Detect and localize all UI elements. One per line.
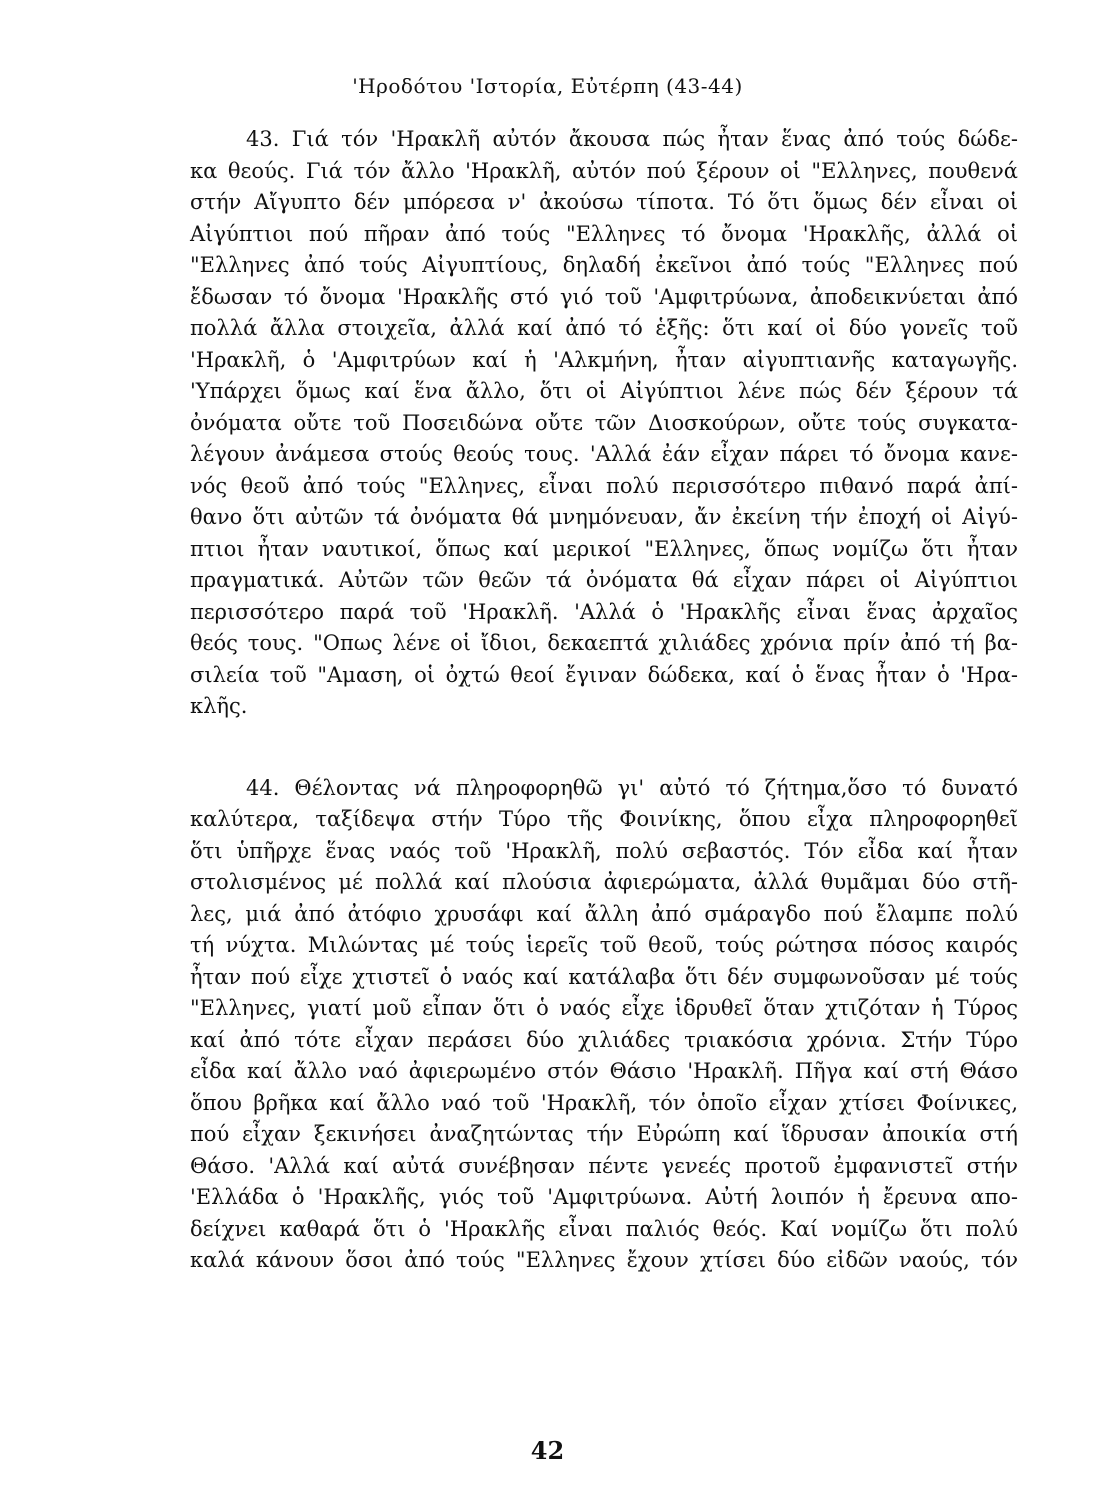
text-line: καί ἀπό τότε εἶχαν περάσει δύο χιλιάδες τριακόσια χρόνια. Στήν Τύρο: [190, 1027, 1018, 1052]
text-line: νός θεοῦ ἀπό τούς "Ελληνες, εἶναι πολύ περισσότερο πιθανό παρά ἀπί-: [190, 473, 1018, 498]
text-line: "Ελληνες ἀπό τούς Αἰγυπτίους, δηλαδή ἐκεῖνοι ἀπό τούς "Ελληνες πού: [190, 253, 1018, 277]
page-number: 42: [530, 1436, 565, 1465]
text-line: κλῆς.: [190, 694, 248, 718]
text-line: πού εἶχαν ξεκινήσει ἀναζητώντας τήν Εὐρώπη καί ἵδρυσαν ἀποικία στή: [190, 1122, 1018, 1146]
text-line: "Ελληνες, γιατί μοῦ εἶπαν ὅτι ὁ ναός εἶχε ἱδρυθεῖ ὅταν χτιζόταν ἡ Τύρος: [190, 996, 1018, 1020]
text-line: δείχνει καθαρά ὅτι ὁ 'Ηρακλῆς εἶναι παλιός θεός. Καί νομίζω ὅτι πολύ: [190, 1216, 1018, 1241]
paragraph-43: [190, 124, 1018, 723]
text-line: θανο ὅτι αὐτῶν τά ὀνόματα θά μνημόνευαν, ἄν ἐκείνη τήν ἐποχή οἱ Αἰγύ-: [190, 505, 1018, 529]
text-line: Θάσο. 'Αλλά καί αὐτά συνέβησαν πέντε γενεές προτοῦ ἐμφανιστεῖ στήν: [190, 1153, 1018, 1178]
text-line: 'Ηρακλῆ, ὁ 'Αμφιτρύων καί ἡ 'Αλκμήνη, ἦταν αἰγυπτιανῆς καταγωγῆς.: [190, 347, 1018, 372]
paragraph-44: [190, 773, 1018, 1277]
text-line: 'Ελλάδα ὁ 'Ηρακλῆς, γιός τοῦ 'Αμφιτρύωνα. Αὐτή λοιπόν ἡ ἔρευνα απο-: [190, 1185, 1018, 1209]
text-line: καλά κάνουν ὅσοι ἀπό τούς "Ελληνες ἔχουν χτίσει δύο εἰδῶν ναούς, τόν: [190, 1248, 1018, 1272]
text-line: σιλεία τοῦ "Αμαση, οἱ ὀχτώ θεοί ἔγιναν δώδεκα, καί ὁ ἕνας ἦταν ὁ 'Ηρα-: [190, 662, 1018, 687]
main-text: [190, 124, 1018, 1277]
running-header: 'Ηροδότου 'Ιστορία, Εὐτέρπη (43-44): [352, 74, 743, 98]
text-line: ὅπου βρῆκα καί ἄλλο ναό τοῦ 'Ηρακλῆ, τόν ὁποῖο εἶχαν χτίσει Φοίνικες,: [190, 1090, 1018, 1115]
text-line: στήν Αἴγυπτο δέν μπόρεσα ν' ἀκούσω τίποτα. Τό ὅτι ὅμως δέν εἶναι οἱ: [190, 190, 1018, 214]
text-line: λέγουν ἀνάμεσα στούς θεούς τους. 'Αλλά ἐάν εἶχαν πάρει τό ὄνομα κανε-: [190, 442, 1018, 466]
text-line: πραγματικά. Αὐτῶν τῶν θεῶν τά ὀνόματα θά εἶχαν πάρει οἱ Αἰγύπτιοι: [190, 568, 1018, 592]
text-line: περισσότερο παρά τοῦ 'Ηρακλῆ. 'Αλλά ὁ 'Ηρακλῆς εἶναι ἕνας ἀρχαῖος: [190, 599, 1018, 624]
text-line: Αἰγύπτιοι πού πῆραν ἀπό τούς "Ελληνες τό ὄνομα 'Ηρακλῆς, ἀλλά οἱ: [190, 221, 1018, 246]
text-line: ἔδωσαν τό ὄνομα 'Ηρακλῆς στό γιό τοῦ 'Αμφιτρύωνα, ἀποδεικνύεται ἀπό: [190, 284, 1018, 309]
text-line: τή νύχτα. Μιλώντας μέ τούς ἱερεῖς τοῦ θεοῦ, τούς ρώτησα πόσος καιρός: [190, 933, 1018, 957]
text-line: κα θεούς. Γιά τόν ἄλλο 'Ηρακλῆ, αὐτόν πού ξέρουν οἱ "Ελληνες, πουθενά: [190, 158, 1018, 183]
text-line: καλύτερα, ταξίδεψα στήν Τύρο τῆς Φοινίκης, ὅπου εἶχα πληροφορηθεῖ: [190, 807, 1018, 831]
text-line: λες, μιά ἀπό ἀτόφιο χρυσάφι καί ἄλλη ἀπό σμάραγδο πού ἔλαμπε πολύ: [190, 901, 1018, 926]
text-line: 43. Γιά τόν 'Ηρακλῆ αὐτόν ἄκουσα πώς ἦταν ἕνας ἀπό τούς δώδε-: [246, 127, 1018, 151]
text-line: ὅτι ὑπῆρχε ἕνας ναός τοῦ 'Ηρακλῆ, πολύ σεβαστός. Τόν εἶδα καί ἦταν: [190, 838, 1018, 863]
text-line: 44. Θέλοντας νά πληροφορηθῶ γι' αὐτό τό ζήτημα,ὅσο τό δυνατό: [246, 775, 1018, 800]
text-line: 'Υπάρχει ὅμως καί ἕνα ἄλλο, ὅτι οἱ Αἰγύπτιοι λένε πώς δέν ξέρουν τά: [190, 379, 1018, 403]
text-line: ἦταν πού εἶχε χτιστεῖ ὁ ναός καί κατάλαβα ὅτι δέν συμφωνοῦσαν μέ τούς: [190, 964, 1018, 989]
text-line: πτιοι ἦταν ναυτικοί, ὅπως καί μερικοί "Ελληνες, ὅπως νομίζω ὅτι ἦταν: [190, 536, 1018, 561]
text-line: πολλά ἄλλα στοιχεῖα, ἀλλά καί ἀπό τό ἑξῆς: ὅτι καί οἱ δύο γονεῖς τοῦ: [190, 316, 1018, 340]
text-line: ὀνόματα οὔτε τοῦ Ποσειδώνα οὔτε τῶν Διοσκούρων, οὔτε τούς συγκατα-: [190, 410, 1018, 435]
paragraph-gap: [190, 723, 1018, 773]
text-line: θεός τους. "Οπως λένε οἱ ἴδιοι, δεκαεπτά χιλιάδες χρόνια πρίν ἀπό τή βα-: [190, 631, 1018, 655]
text-line: στολισμένος μέ πολλά καί πλούσια ἀφιερώματα, ἀλλά θυμᾶμαι δύο στῆ-: [190, 870, 1018, 894]
text-line: εἶδα καί ἄλλο ναό ἀφιερωμένο στόν Θάσιο 'Ηρακλῆ. Πῆγα καί στή Θάσο: [190, 1059, 1018, 1083]
